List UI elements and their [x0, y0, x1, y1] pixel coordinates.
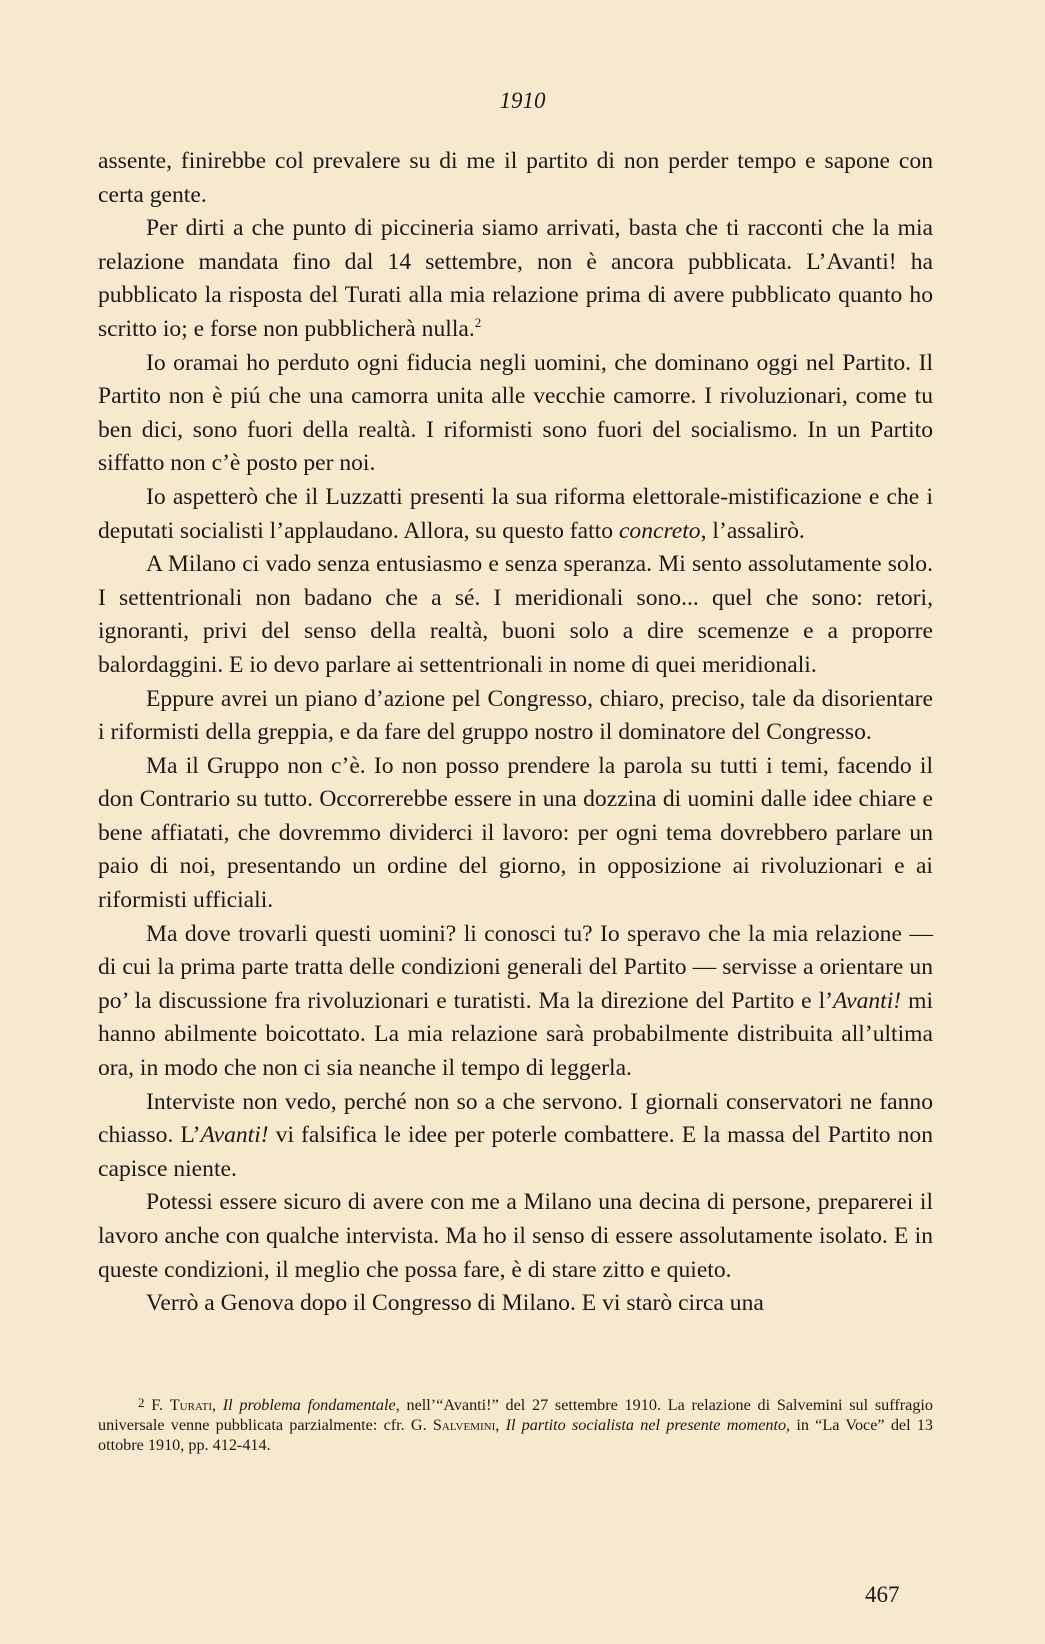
footnotes: [98, 1393, 933, 1455]
paragraph: Io oramai ho perduto ogni fiducia negli uomini, che dominano oggi nel Partito. Il Partito non è piú che una camorra unita alle vecchie camorre. I rivoluzionari, come tu ben dici, sono fuori della realtà. I riformisti sono fuori del socialismo. In un Partito siffatto non c’è posto per noi.: [98, 349, 933, 477]
paragraph: Eppure avrei un piano d’azione pel Congresso, chiaro, preciso, tale da disorientare i riformisti della greppia, e da fare del gruppo nostro il dominatore del Congresso.: [98, 685, 933, 746]
paragraph: Potessi essere sicuro di avere con me a Milano una decina di persone, preparerei il lavoro anche con qualche intervista. Ma ho il senso di essere assolutamente isolato. E in queste condizioni, il meglio che possa fare, è di stare zitto e quieto.: [98, 1189, 933, 1283]
paragraph: Ma il Gruppo non c’è. Io non posso prendere la parola su tutti i temi, facendo il don Contrario su tutto. Occorrerebbe essere in una dozzina di uomini dalle idee chiare e bene affiatati, che dovremmo dividerci il lavoro: per ogni tema dovrebbero parlare un paio di noi, presentando un ordine del giorno, in opposizione ai rivoluzionari e ai riformisti ufficiali.: [98, 752, 933, 914]
paragraph: Per dirti a che punto di piccineria siamo arrivati, basta che ti racconti che la mia relazione mandata fino dal 14 settembre, non è ancora pubblicata. L’Avanti! ha pubblicato la risposta del Turati alla mia relazione prima di avere pubblicato quanto ho scritto io; e forse non pubblicherà nulla.$^2$: [98, 215, 934, 342]
italic-word: Avanti!: [200, 1122, 269, 1149]
paragraph: Ma dove trovarli questi uomini? li conosci tu? Io speravo che la mia relazione — di cui la prima parte tratta delle condizioni generali del Partito — servisse a orientare un po’ la discussione fra rivoluzionari e turatisti. Ma la direzione del Partito e l’Avanti! mi hanno abilmente boicottato. La mia relazione sarà probabilmente distribuita all’ultima ora, in modo che non ci sia neanche il tempo di leggerla.: [98, 920, 933, 1082]
avanti-paragraph-part: L’Avanti! ha pubblicato la risposta del Turati alla mia relazione prima di avere pubblicato quanto ho scritto io; e forse non pubblicherà nulla.: [98, 248, 934, 342]
running-head: 1910: [499, 88, 546, 113]
footnote: 2 F. Turati, Il problema fondamentale, nell’“Avanti!” del 27 settembre 1910. La relazione di Salvemini sul suffragio universale venne pubblicata parzialmente: cfr. G. Salvemini, Il partito socialista nel presente momento, in “La Voce” del 13 ottobre 1910, pp. 412-414.: [98, 1395, 934, 1454]
paragraph: assente, finirebbe col prevalere su di me il partito di non perder tempo e sapone con certa gente.: [98, 148, 933, 208]
footnote-ref: 2: [474, 315, 482, 331]
letter-body: [98, 145, 933, 1321]
italic-word: Avanti!: [833, 987, 902, 1014]
paragraph: Io aspetterò che il Luzzatti presenti la sua riforma elettorale-mistificazione e che i deputati socialisti l’applaudano. Allora, su questo fatto concreto, l’assalirò.: [98, 483, 933, 544]
paragraph: Interviste non vedo, perché non so a che servono. I giornali conservatori ne fanno chiasso. L’Avanti! vi falsifica le idee per poterle combattere. E la massa del Partito non capisce niente.: [98, 1088, 934, 1182]
paragraph: Verrò a Genova dopo il Congresso di Milano. E vi starò circa una: [146, 1290, 764, 1317]
paragraph: A Milano ci vado senza entusiasmo e senza speranza. Mi sento assolutamente solo. I settentrionali non badano che a sé. I meridionali sono... quel che sono: retori, ignoranti, privi del senso della realtà, buoni solo a dire scemenze e a proporre balordaggini. E io devo parlare ai settentrionali in nome di quei meridionali.: [98, 551, 933, 678]
page-number: 467: [865, 1582, 900, 1607]
italic-word: concreto: [618, 517, 701, 544]
